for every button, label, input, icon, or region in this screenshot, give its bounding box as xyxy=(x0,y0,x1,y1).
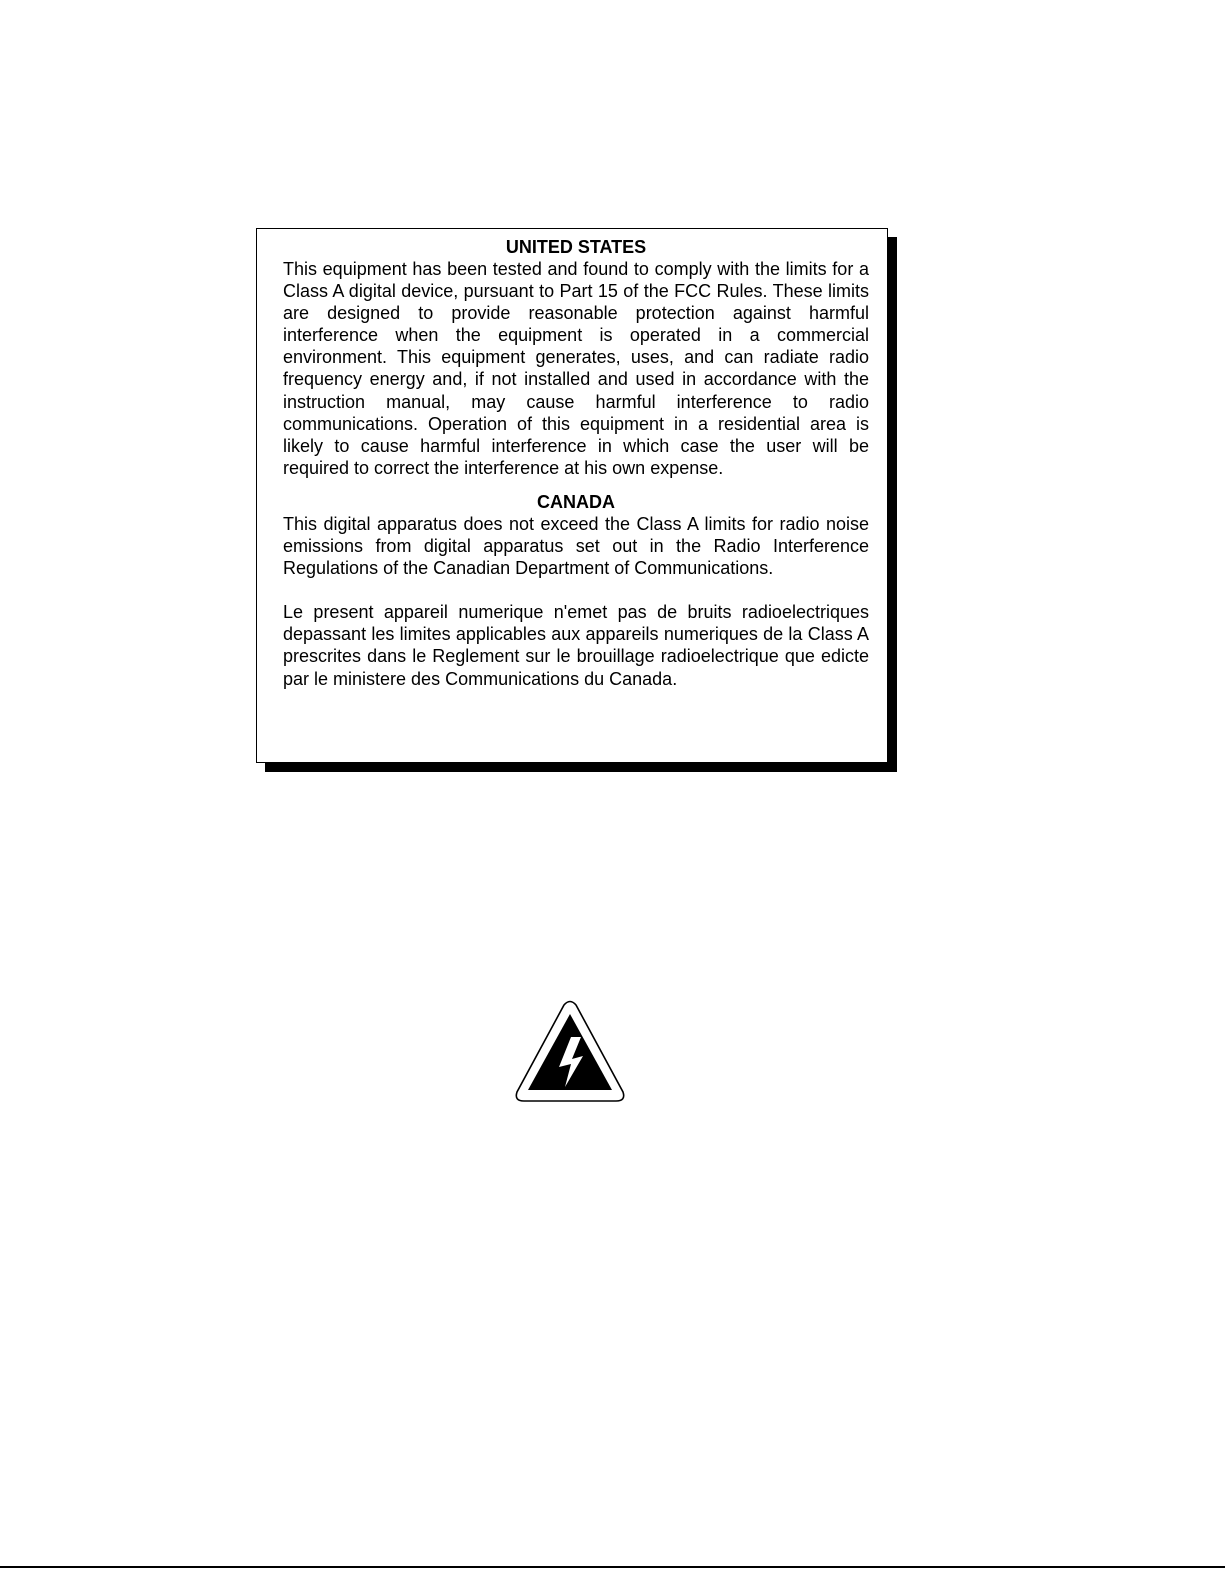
paragraph-spacer xyxy=(283,579,869,601)
canada-statement-english: This digital apparatus does not exceed the Class A limits for radio noise emissions from digital apparatus set out in the Radio Interference Regulations of the Canadian Department of Communications. xyxy=(283,513,869,579)
canada-statement-french: Le present appareil numerique n'emet pas de bruits radioelectriques depassant les limites applicables aux appareils numeriques de la Class A prescrites dans le Reglement sur le brouillage radioelectrique que edicte par le ministere des Communications du Canada. xyxy=(283,602,869,689)
electrical-hazard-icon xyxy=(514,1000,626,1103)
canada-heading: CANADA xyxy=(537,491,615,512)
section-spacer xyxy=(283,479,869,491)
us-fcc-statement: This equipment has been tested and found to comply with the limits for a Class A digital device, pursuant to Part 15 of the FCC Rules. These limits are designed to provide reasonable protection against harmful interference when the equipment is operated in a commercial environment. This equipment generates, uses, and can radiate radio frequency energy and, if not installed and used in accordance with the instruction manual, may cause harmful interference to radio communications. Operation of this equipment in a residential area is likely to cause harmful interference in which case the user will be required to correct the interference at his own expense. xyxy=(283,259,869,478)
us-heading: UNITED STATES xyxy=(505,237,647,257)
page-bottom-rule xyxy=(0,1566,1225,1568)
regulatory-notice-box xyxy=(256,228,888,763)
